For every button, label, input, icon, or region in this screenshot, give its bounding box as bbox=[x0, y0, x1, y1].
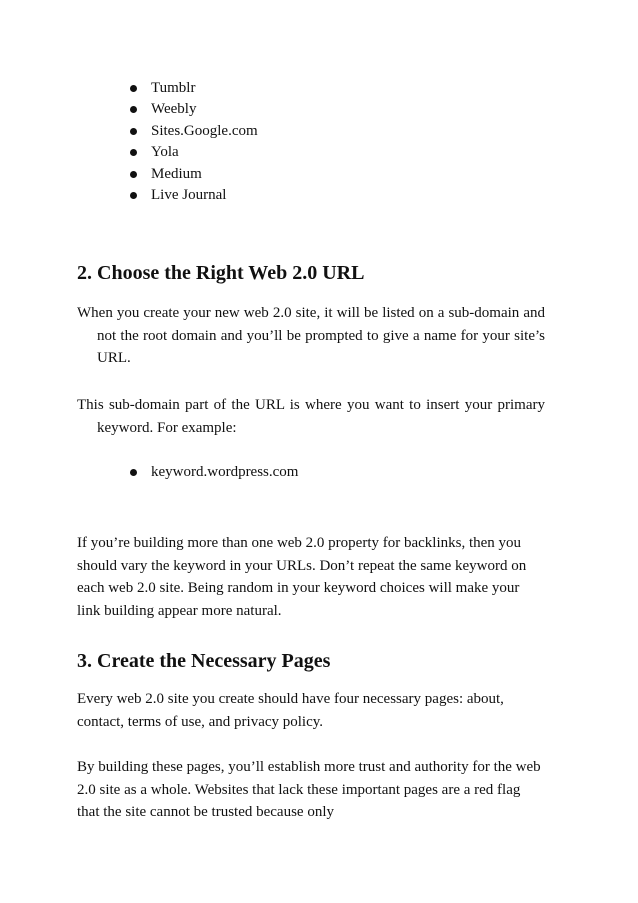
bullet-icon bbox=[130, 469, 137, 476]
list-item-text: keyword.wordpress.com bbox=[151, 464, 299, 480]
web20-platform-list bbox=[130, 78, 258, 206]
list-item bbox=[130, 121, 258, 142]
paragraph-insert-keyword: This sub-domain part of the URL is where you want to insert your primary keyword. For example: bbox=[77, 397, 545, 436]
section-heading-choose-url: 2. Choose the Right Web 2.0 URL bbox=[77, 262, 365, 284]
list-item bbox=[130, 164, 258, 185]
list-item-text: Medium bbox=[151, 165, 202, 182]
bullet-icon bbox=[130, 128, 137, 135]
paragraph-subdomain-intro: When you create your new web 2.0 site, it will be listed on a sub-domain and not the root domain and you’ll be prompted to give a name for your site’s URL. bbox=[77, 305, 545, 366]
list-item-text: Weebly bbox=[151, 101, 197, 118]
bullet-icon bbox=[130, 192, 137, 199]
list-item bbox=[130, 462, 298, 483]
bullet-icon bbox=[130, 85, 137, 92]
list-item-text: Yola bbox=[151, 144, 179, 161]
list-item-text: Tumblr bbox=[151, 80, 196, 96]
paragraph-vary-keyword: If you’re building more than one web 2.0 property for backlinks, then you should vary the keyword in your URLs. Don’t repeat the same keyword on each web 2.0 site. Being random in your keyword choices will make your link building appear more natural. bbox=[77, 535, 527, 619]
section-heading-necessary-pages: 3. Create the Necessary Pages bbox=[77, 650, 331, 672]
list-item bbox=[130, 142, 258, 163]
list-item bbox=[130, 99, 258, 120]
paragraph-trust-authority: By building these pages, you’ll establish more trust and authority for the web 2.0 site as a whole. Websites that lack these important pages are a red flag that the site cannot be trusted because only bbox=[77, 759, 541, 820]
list-item bbox=[130, 185, 258, 206]
example-url-list bbox=[130, 462, 298, 483]
paragraph-four-pages: Every web 2.0 site you create should have four necessary pages: about, contact, terms of use, and privacy policy. bbox=[77, 691, 504, 730]
bullet-icon bbox=[130, 171, 137, 178]
list-item-text: Sites.Google.com bbox=[151, 122, 258, 139]
list-item-text: Live Journal bbox=[151, 186, 227, 203]
bullet-icon bbox=[130, 149, 137, 156]
bullet-icon bbox=[130, 106, 137, 113]
list-item bbox=[130, 78, 258, 99]
